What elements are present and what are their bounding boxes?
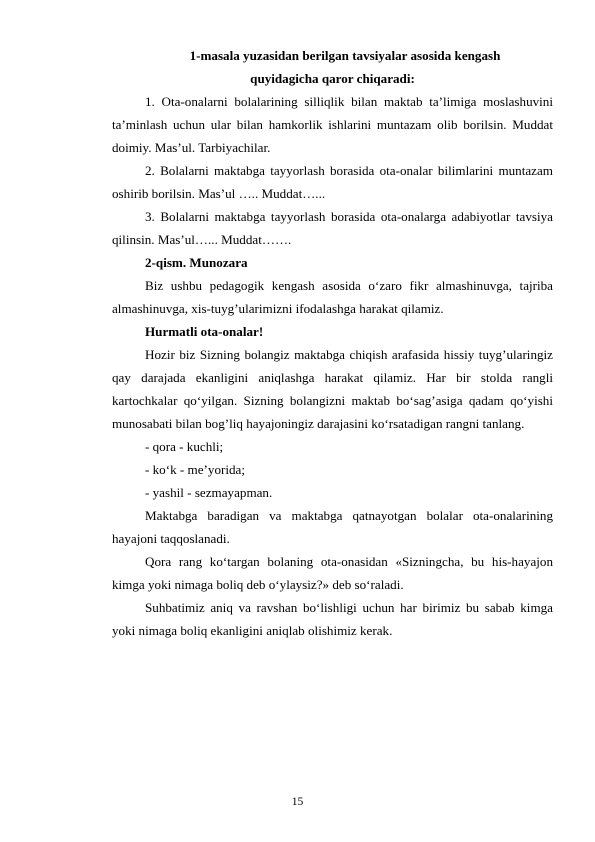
address-heading: Hurmatli ota-onalar!: [145, 324, 264, 339]
document-page: [112, 44, 553, 642]
document-title: [112, 44, 553, 90]
question-paragraph: Qora rang ko‘targan bolaning ota-onasidan «Sizningcha, bu his-hayajon kimga yoki nimaga boliq deb o‘ylaysiz?» deb so‘raladi.: [112, 554, 553, 592]
page-number: 15: [291, 796, 304, 808]
title-line-1: 1-masala yuzasidan berilgan tavsiyalar asosida kengash: [189, 48, 501, 63]
conclusion-paragraph: Suhbatimiz aniq va ravshan bo‘lishligi uchun har birimiz bu sabab kimga yoki nimaga boliq ekanligini aniqlab olishimiz kerak.: [112, 600, 553, 638]
discussion-intro-paragraph: Biz ushbu pedagogik kengash asosida o‘zaro fikr almashinuvga, tajriba almashinuvga, xis-tuyg’ularimizni ifodalashga harakat qilamiz.: [112, 278, 553, 316]
option-black: - qora - kuchli;: [145, 439, 224, 454]
decision-item-1: 1. Ota-onalarni bolalarining silliqlik bilan maktab ta’limiga moslashuvini ta’minlash uchun ular bilan hamkorlik ishlarini muntazam olib borilsin. Muddat doimiy. Mas’ul. Tarbiyachilar.: [112, 94, 553, 155]
decision-item-2: 2. Bolalarni maktabga tayyorlash borasida ota-onalar bilimlarini muntazam oshirib borilsin. Mas’ul ….. Muddat…...: [112, 163, 553, 201]
section-heading-discussion: 2-qism. Munozara: [145, 255, 248, 270]
option-green: - yashil - sezmayapman.: [145, 485, 273, 500]
title-line-2: quyidagicha qaror chiqaradi:: [250, 71, 415, 86]
decision-item-3: 3. Bolalarni maktabga tayyorlash borasida ota-onalarga adabiyotlar tavsiya qilinsin. Mas’ul…... Muddat…….: [112, 209, 553, 247]
anxiety-comparison-paragraph: Maktabga baradigan va maktabga qatnayotgan bolalar ota-onalarining hayajoni taqqoslanadi.: [112, 508, 553, 546]
option-blue: - ko‘k - me’yorida;: [145, 462, 245, 477]
instruction-paragraph: Hozir biz Sizning bolangiz maktabga chiqish arafasida hissiy tuyg’ularingiz qay darajada ekanligini aniqlashga harakat qilamiz. Har bir stolda rangli kartochkalar qo‘yilgan. Sizning bolangizni maktab bo‘sag’asiga qadam qo‘yishi munosabati bilan bog’liq hayajoningiz darajasini ko‘rsatadigan rangni tanlang.: [112, 347, 553, 431]
